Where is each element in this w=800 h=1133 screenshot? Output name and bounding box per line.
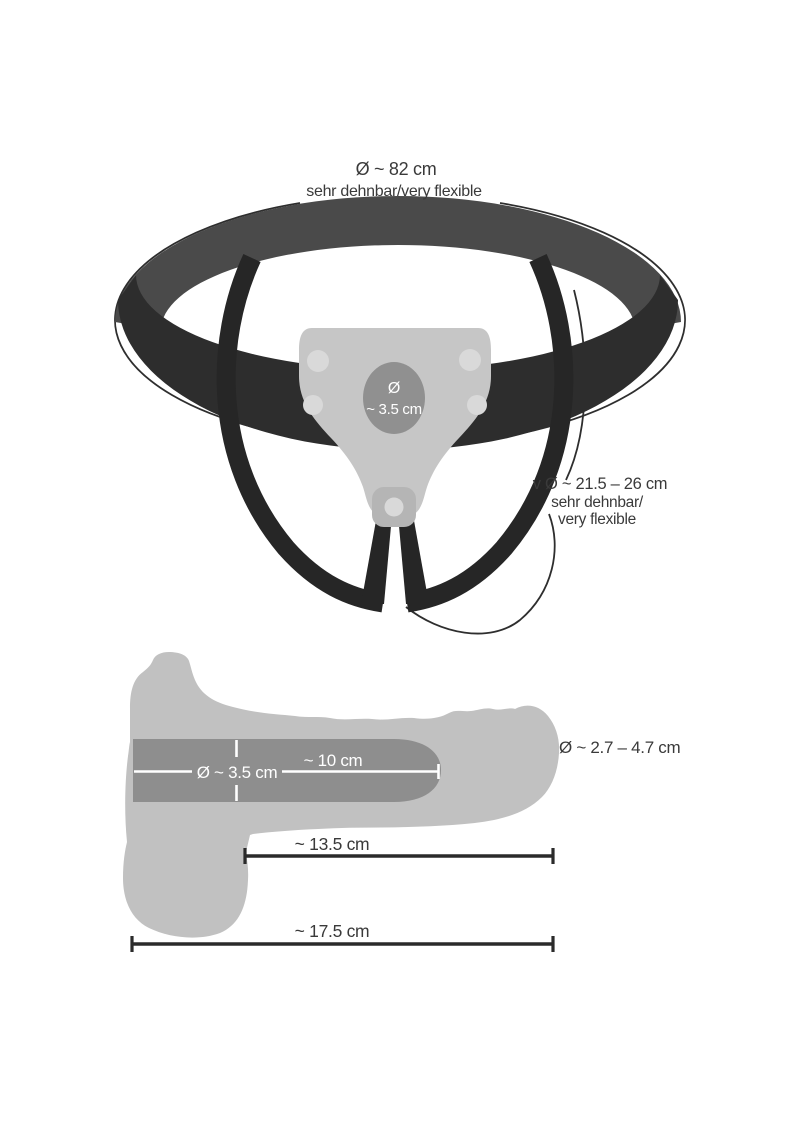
plate-rivet-top-right	[459, 349, 481, 371]
oring-hole	[363, 362, 425, 434]
insertable-length-label: ~ 13.5 cm	[294, 834, 370, 854]
probe-side-view	[123, 652, 680, 952]
cavity-diameter-label: Ø ~ 3.5 cm	[196, 763, 278, 782]
center-strap-left-branch	[361, 515, 392, 604]
plate-bump-right	[467, 395, 487, 415]
leg-opening-flex-label-de: sehr dehnbar/	[551, 494, 643, 511]
plate-rivet-top-left	[307, 350, 329, 372]
leg-opening-flex-label-en: very flexible	[558, 511, 636, 528]
center-strap-right-branch	[398, 515, 429, 604]
plate-bump-left	[303, 395, 323, 415]
cavity-depth-label: ~ 10 cm	[303, 751, 363, 770]
waistband-flexibility-label: sehr dehnbar/very flexible	[306, 183, 482, 200]
plate-tab-rivet	[385, 498, 404, 517]
ring-diameter-value: ~ 3.5 cm	[366, 401, 422, 418]
waistband-back	[115, 196, 681, 330]
harness-top-view	[115, 159, 685, 634]
total-length-label: ~ 17.5 cm	[294, 921, 370, 941]
leg-opening-diameter-label: v Ø ~ 21.5 – 26 cm	[532, 475, 668, 493]
ring-diameter-symbol: Ø	[387, 380, 401, 397]
waistband-diameter-label: Ø ~ 82 cm	[355, 159, 437, 179]
probe-outer-diameter-label: Ø ~ 2.7 – 4.7 cm	[559, 738, 681, 757]
